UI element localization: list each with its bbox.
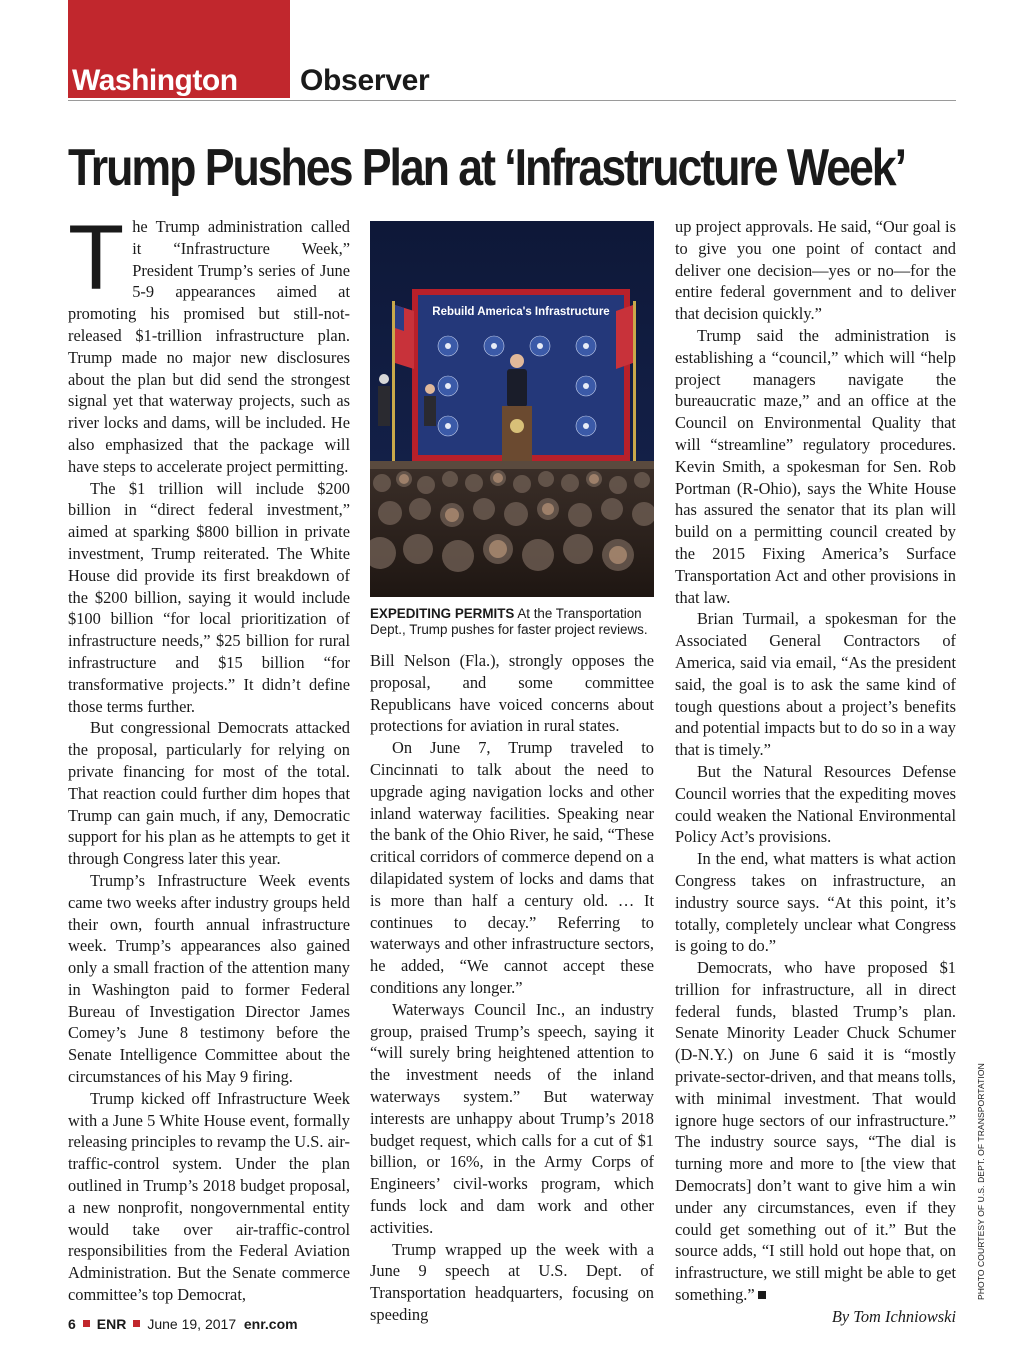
section-label-washington: Washington [72,64,238,97]
drop-cap: T [68,207,125,309]
website-link[interactable]: enr.com [243,1316,298,1332]
article-paragraph: The $1 trillion will include $200 billion in “direct federal investment,” aimed at sparking $800 billion in private investment, Trump reiterated. The White House did provide its first breakdown of the $200 billion, saying it would include $100 billion “for local prioritization of infrastructure needs,” $25 billion for rural infrastructure and $15 billion “for transformative projects.” It didn’t define those terms further. [68,478,350,716]
article-paragraph: Brian Turmail, a spokesman for the Associated General Contractors of America, said via email, “As the president said, the goal is to ask the same kind of tough questions about a project’s benefits and potential impacts but to do so in a way that is timely.” [675,609,956,760]
separator-square-icon [83,1320,90,1327]
article-paragraph: Trump’s Infrastructure Week events came two weeks after industry groups held their own, fourth annual infrastructure week. Trump’s appearances also gained only a small fraction of the attention many in Washington paid to former Federal Bureau of Investigation Director James Comey’s June 8 testimony before the Senate Intelligence Committee about the circumstances of his May 9 firing. [68,870,350,1087]
article-paragraph: But congressional Democrats attacked the proposal, particularly for relying on private financing for most of the total. That reaction could further dim hopes that Trump can gain much, if any, Democratic support for his plan as he attempts to get it through Congress later this year. [68,718,350,869]
photo-caption [370,606,660,638]
publication-name: ENR [96,1316,127,1332]
header-rule [68,100,956,101]
article-paragraph: In the end, what matters is what action Congress takes on infrastructure, an industry source says. “At this point, it’s totally, completely unclear what Congress is going to do.” [675,849,956,956]
photo-credit: PHOTO COURTESY OF U.S. DEPT. OF TRANSPORTATION [976,1063,986,1300]
byline: By Tom Ichniowski [831,1306,956,1326]
page-footer [68,1316,298,1332]
article-paragraph: The Trump administration called it “Infrastructure Week,” President Trump’s series of June 5-9 appearances aimed at promoting his promised but still-not-released $1-trillion infrastructure plan. Trump made no major new disclosures about the plan but did send the strongest signal yet that waterway projects, such as river locks and dams, will be included. He also emphasized that the package will have steps to accelerate project permitting. [68,207,350,476]
section-label-observer: Observer [300,64,430,97]
article-paragraph: Trump kicked off Infrastructure Week with a June 5 White House event, formally releasing principles to revamp the U.S. air-traffic-control system. Under the plan outlined in Trump’s 2018 budget proposal, a new nonprofit, nongovernmental entity would take over air-traffic-control responsibilities from the Federal Aviation Administration. But the Senate commerce committee’s top Democrat, [68,1088,350,1305]
caption-lead: EXPEDITING PERMITS [370,606,515,621]
photo-illustration [370,221,654,597]
article-paragraph: But the Natural Resources Defense Council worries that the expediting moves could weaken the National Environmental Policy Act’s provisions. [675,761,956,847]
article-column-3 [675,216,956,1328]
article-paragraph: Trump wrapped up the week with a June 9 speech at U.S. Dept. of Transportation headquarters, focusing on speeding [370,1239,654,1324]
caption-text: At the Transportation Dept., Trump pushes for faster project reviews. [370,606,648,637]
banner-text: Rebuild America's Infrastructure [432,306,610,318]
headline: Trump Pushes Plan at ‘Infrastructure Week’ [68,139,905,197]
article-column-2 [370,650,654,1326]
separator-square-icon [133,1320,140,1327]
article-paragraph: Democrats, who have proposed $1 trillion for infrastructure, all in direct federal funds, blasted Trump’s plan. Senate Minority Leader Chuck Schumer (D-N.Y.) on June 6 said it is “mostly private-sector-driven, and that means tolls, with minimal investment. That would ignore huge sectors of our infrastructure.” The industry source says, “The dial is turning more and more to [the view that Democrats] don’t want to give him a win under any circumstances, even if they could get something out of it.” But the source adds, “I still hold out hope that, on infrastructure, we still might be able to get something.” [675,958,956,1305]
article-photo [370,221,654,597]
end-mark-icon [758,1291,766,1299]
article-paragraph: up project approvals. He said, “Our goal is to give you one point of contact and deliver one decision—yes or no—for the entire federal government and to deliver that decision quickly.” [675,217,956,324]
article-paragraph: On June 7, Trump traveled to Cincinnati to talk about the need to upgrade aging navigation locks and other inland waterway facilities. Speaking near the bank of the Ohio River, he said, “These critical corridors of commerce depend on a dilapidated system of locks and dams that is more than half a century old. … It continues to decay.” Referring to waterways and other infrastructure sectors, he added, “We cannot accept these conditions any longer.” [370,738,654,997]
article-paragraph: Trump said the administration is establishing a “council,” which will “help project managers navigate the bureaucratic maze,” and an office at the Council on Environmental Quality that will “streamline” regulatory procedures. Kevin Smith, a spokesman for Sen. Rob Portman (R-Ohio), says the White House has assured the senator that its plan will build on a permitting council created by the 2015 Fixing America’s Surface Transportation Act and other provisions in that law. [675,325,956,607]
article-paragraph: Bill Nelson (Fla.), strongly opposes the proposal, and some committee Republicans have voiced concerns about protections for aviation in rural states. [370,651,654,736]
page-number: 6 [68,1316,76,1332]
article-column-1 [68,207,350,1306]
issue-date: June 19, 2017 [147,1316,237,1332]
article-paragraph: Waterways Council Inc., an industry group, praised Trump’s speech, saying it “will surely bring heightened attention to the investment needs of the inland waterways system.” But waterway interests are unhappy about Trump’s 2018 budget request, which calls for a cut of $1 billion, or 16%, in the Army Corps of Engineers’ civil-works program, which funds lock and dam work and other activities. [370,999,654,1237]
